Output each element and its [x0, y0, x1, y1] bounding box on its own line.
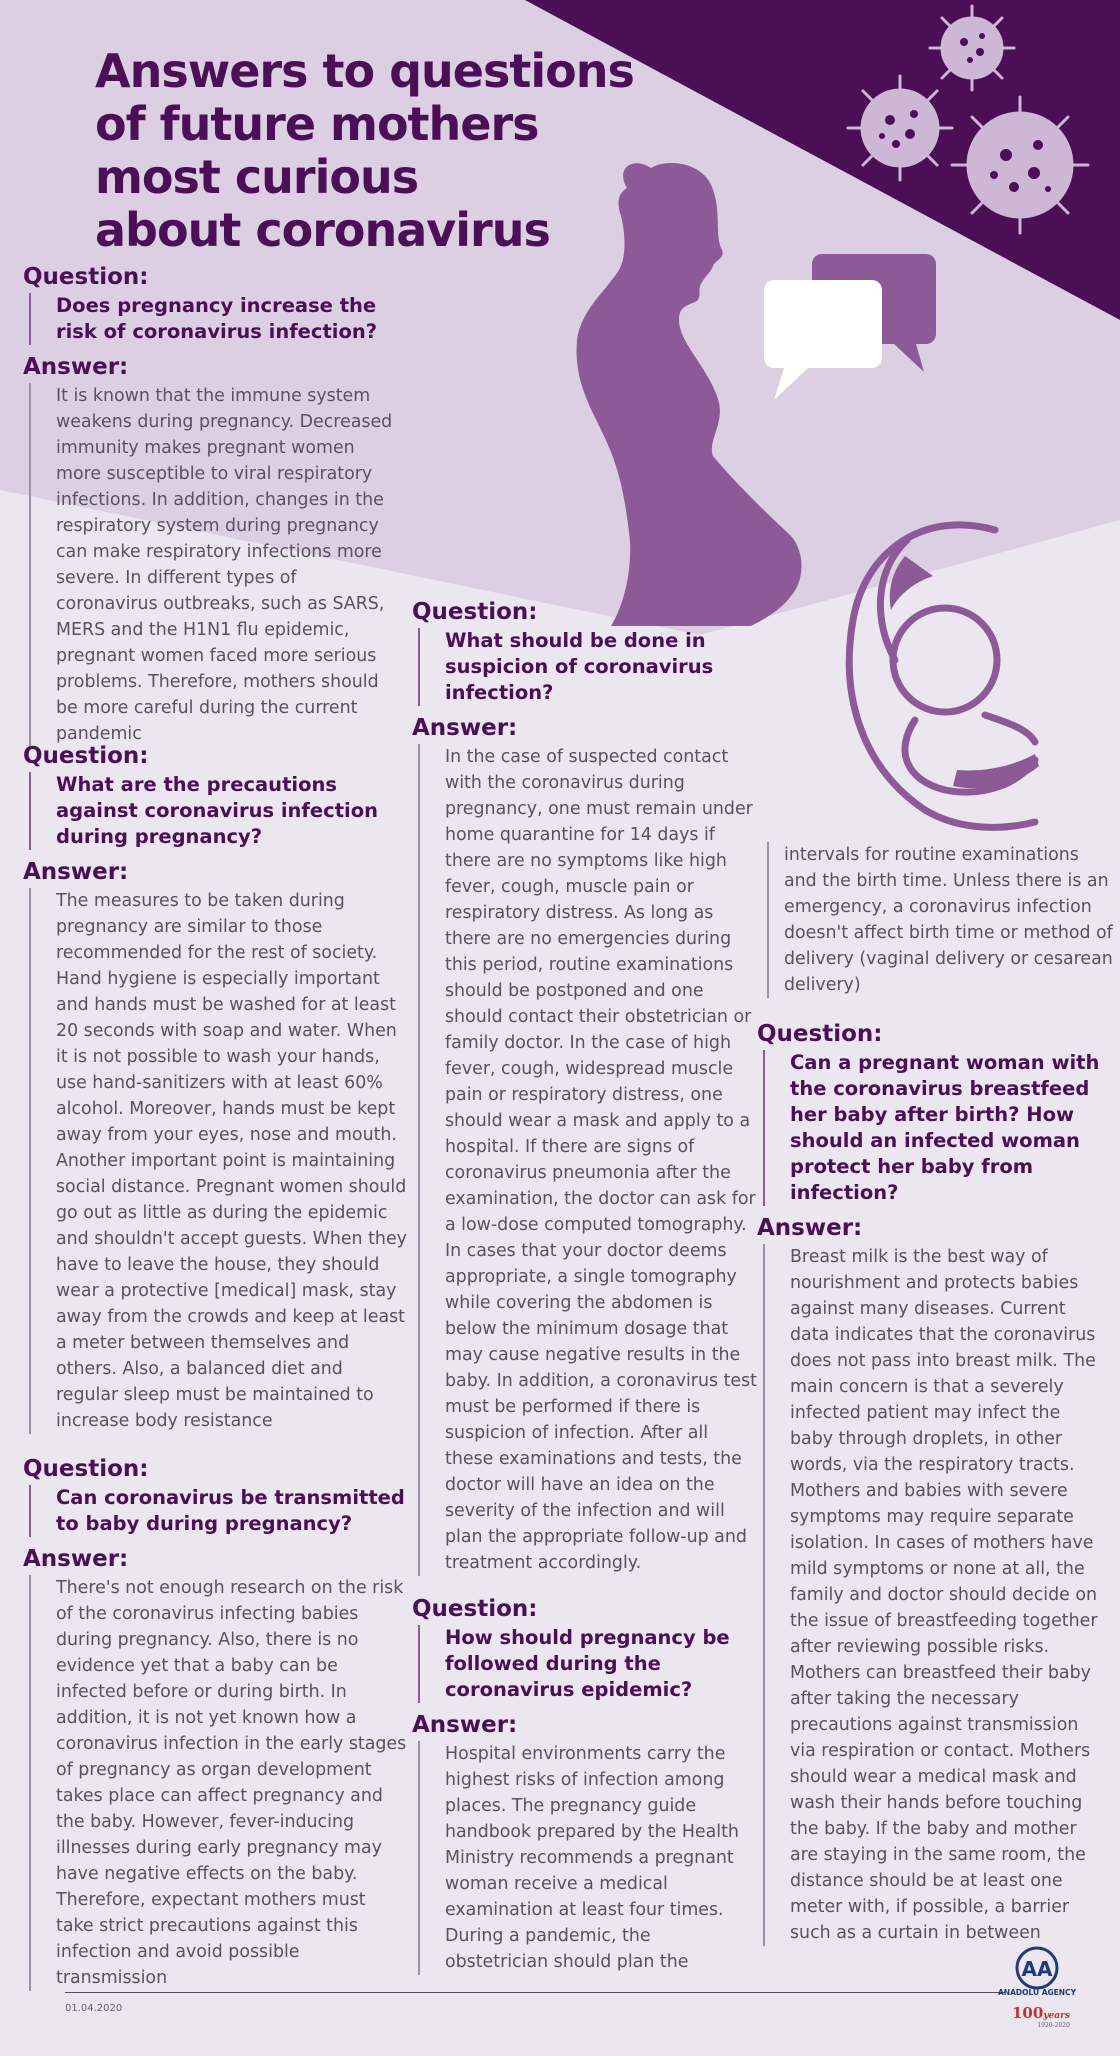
qa-block [23, 742, 408, 1434]
years-word: years [1043, 2011, 1070, 2021]
question-text: What are the precautions against coronavirus infection during pregnancy? [29, 772, 408, 850]
question-text: How should pregnancy be followed during the coronavirus epidemic? [418, 1625, 757, 1703]
answer-label: Answer: [23, 859, 129, 885]
question-text: Can a pregnant woman with the coronavirus breastfeed her baby after birth? How should an infected woman protect her baby from infection? [763, 1050, 1102, 1206]
qa-block [412, 1595, 757, 1975]
title-line: Answers to questions [95, 44, 634, 98]
answer-label: Answer: [412, 715, 518, 741]
qa-block [23, 263, 403, 747]
footer-divider [65, 1992, 1005, 1993]
answer-text: The measures to be taken during pregnancy are similar to those recommended for the rest of society. Hand hygiene is especially important and hands must be washed for at least 20 seconds with soap and water. When it is not possible to wash your hands, use hand-sanitizers with at least 60% alcohol. Moreover, hands must be kept away from your eyes, nose and mouth. Another important point is maintaining social distance. Pregnant women should go out as little as during the epidemic and shouldn't accept guests. When they have to leave the house, they should wear a protective [medical] mask, stay away from the crowds and keep at least a meter between themselves and others. Also, a balanced diet and regular sleep must be maintained to increase body resistance [29, 888, 408, 1434]
years-number: 100 [1012, 2004, 1044, 2022]
years-range: 1920-2020 [1037, 2022, 1070, 2029]
answer-text: Hospital environments carry the highest risks of infection among places. The pregnancy guide handbook prepared by the Health Ministry recommends a pregnant woman receive a medical examination at least four times. During a pandemic, the obstetrician should plan the [418, 1741, 757, 1975]
logo-mark: AA [1021, 1957, 1053, 1981]
question-label: Question: [23, 743, 149, 769]
title-line: of future mothers [95, 97, 539, 151]
qa-block [412, 598, 757, 1576]
answer-text: In the case of suspected contact with the coronavirus during pregnancy, one must remain under home quarantine for 14 days if there are no symptoms like high fever, cough, muscle pain or respiratory distress. As long as there are no emergencies during this period, routine examinations should be postponed and one should contact their obstetrician or family doctor. In the case of high fever, cough, widespread muscle pain or respiratory distress, one should wear a mask and apply to a hospital. If there are signs of coronavirus pneumonia after the examination, the doctor can ask for a low-dose computed tomography. In cases that your doctor deems appropriate, a single tomography while covering the abdomen is below the minimum dosage that may cause negative results in the baby. In addition, a coronavirus test must be performed if there is suspicion of infection. After all these examinations and tests, the doctor will have an idea on the severity of the infection and will plan the appropriate follow-up and treatment accordingly. [418, 744, 757, 1576]
answer-label: Answer: [757, 1215, 863, 1241]
question-label: Question: [412, 1596, 538, 1622]
question-label: Question: [23, 264, 149, 290]
answer-text: Breast milk is the best way of nourishment and protects babies against many diseases. Current data indicates that the coronavirus does not pass into breast milk. The main concern is that a severely infected patient may infect the baby through droplets, in other words, via the respiratory tracts. Mothers and babies with severe symptoms may require separate isolation. In cases of mothers have mild symptoms or none at all, the family and doctor should decide on the issue of breastfeeding together after reviewing possible risks. Mothers can breastfeed their baby after taking the necessary precautions against transmission via respiration or contact. Mothers should wear a medical mask and wash their hands before touching the baby. If the baby and mother are staying in the same room, the distance should be at least one meter with, if possible, a barrier such as a curtain in between [763, 1244, 1102, 1946]
question-text: Can coronavirus be transmitted to baby during pregnancy? [29, 1485, 408, 1537]
answer-label: Answer: [23, 1546, 129, 1572]
question-label: Question: [23, 1456, 149, 1482]
centenary-badge [1012, 2004, 1070, 2029]
page-title [95, 45, 655, 257]
logo-text: ANADOLU AGENCY [998, 1988, 1076, 1997]
question-label: Question: [757, 1021, 883, 1047]
question-text: Does pregnancy increase the risk of coronavirus infection? [29, 293, 403, 345]
answer-text: It is known that the immune system weakens during pregnancy. Decreased immunity makes pregnant women more susceptible to viral respiratory infections. In addition, changes in the respiratory system during pregnancy can make respiratory infections more severe. In different types of coronavirus outbreaks, such as SARS, MERS and the H1N1 flu epidemic, pregnant women faced more serious problems. Therefore, mothers should be more careful during the current pandemic [29, 383, 403, 747]
answer-text: There's not enough research on the risk of the coronavirus infecting babies during pregnancy. Also, there is no evidence yet that a baby can be infected before or during birth. In addition, it is not yet known how a coronavirus infection in the early stages of pregnancy as organ development takes place can affect pregnancy and the baby. However, fever-inducing illnesses during early pregnancy may have negative effects on the baby. Therefore, expectant mothers must take strict precautions against this infection and avoid possible transmission [29, 1575, 408, 1991]
answer-text-continued: intervals for routine examinations and the birth time. Unless there is an emergency, a coronavirus infection doesn't affect birth time or method of delivery (vaginal delivery or cesarean delivery) [767, 842, 1114, 998]
question-text: What should be done in suspicion of coronavirus infection? [418, 628, 757, 706]
qa-block [23, 1455, 408, 1991]
question-label: Question: [412, 599, 538, 625]
title-line: about coronavirus [95, 203, 550, 257]
publish-date: 01.04.2020 [65, 2003, 123, 2014]
mother-baby-icon [795, 510, 1065, 840]
title-line: most curious [95, 150, 419, 204]
answer-label: Answer: [412, 1712, 518, 1738]
qa-block [757, 1020, 1102, 1946]
answer-label: Answer: [23, 354, 129, 380]
